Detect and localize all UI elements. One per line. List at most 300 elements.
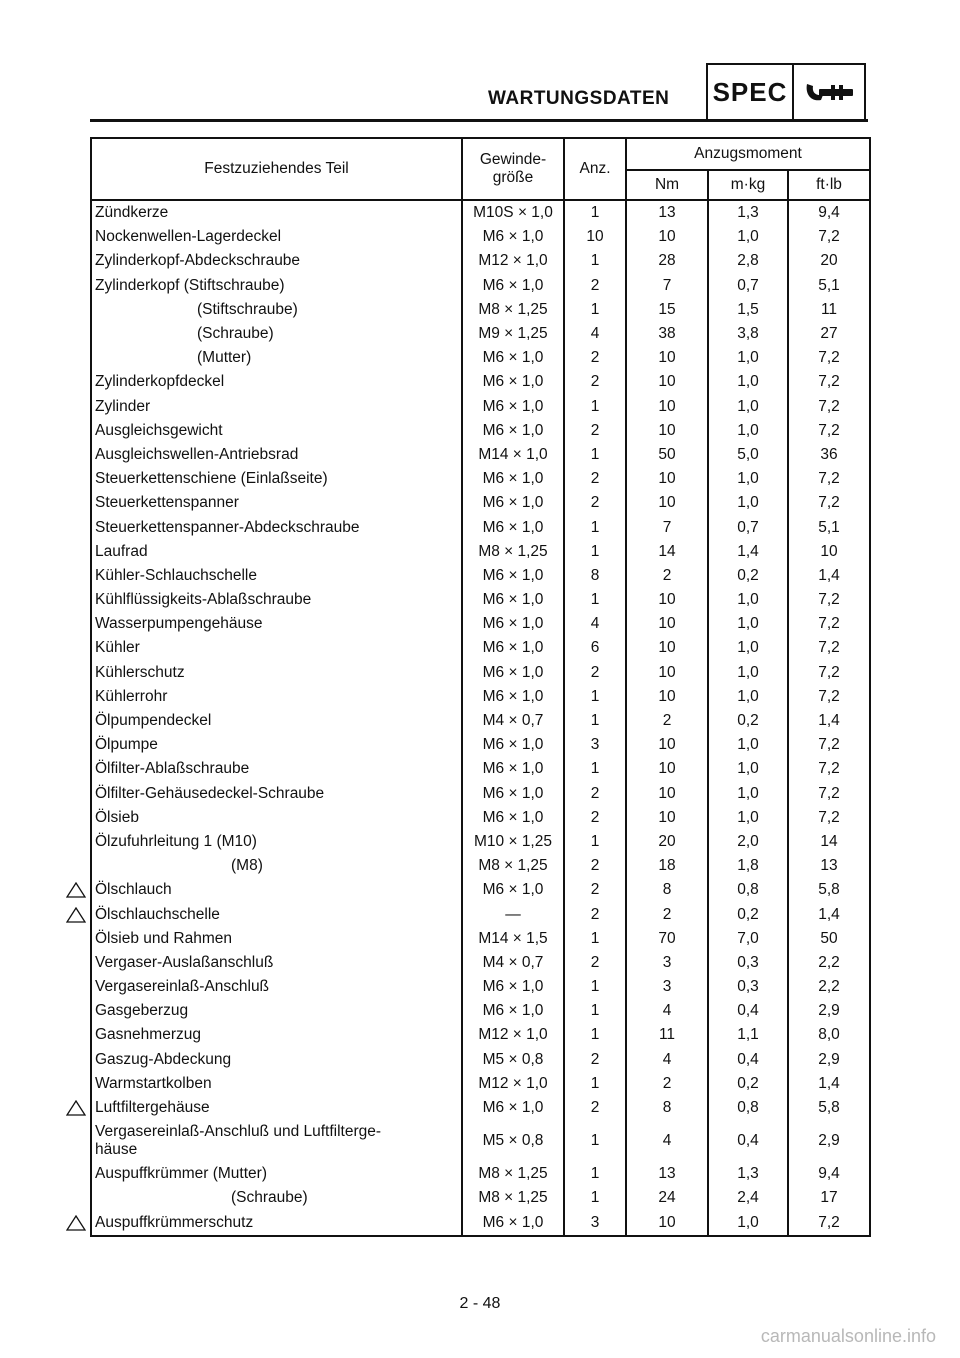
table-row (91, 999, 870, 1023)
quantity: 2 (564, 951, 626, 975)
table-row (91, 395, 870, 419)
table-row (91, 1023, 870, 1047)
quantity: 1 (564, 298, 626, 322)
torque-mkg: 1,0 (708, 685, 788, 709)
torque-mkg: 1,0 (708, 636, 788, 660)
table-row (91, 636, 870, 660)
torque-nm: 2 (626, 564, 708, 588)
part-name: Steuerkettenspanner (91, 491, 462, 515)
table-row (91, 612, 870, 636)
torque-ftlb: 5,8 (788, 878, 870, 902)
part-name: Luftfiltergehäuse (91, 1096, 462, 1120)
thread-size: M6 × 1,0 (462, 975, 564, 999)
spec-label: SPEC (708, 65, 794, 119)
part-name: Ölsieb und Rahmen (91, 927, 462, 951)
quantity: 3 (564, 1211, 626, 1236)
torque-mkg: 7,0 (708, 927, 788, 951)
torque-mkg: 0,2 (708, 1072, 788, 1096)
torque-nm: 11 (626, 1023, 708, 1047)
torque-mkg: 3,8 (708, 322, 788, 346)
quantity: 1 (564, 540, 626, 564)
header-quantity: Anz. (564, 138, 626, 200)
torque-mkg: 1,0 (708, 491, 788, 515)
torque-ftlb: 17 (788, 1186, 870, 1210)
thread-size: M4 × 0,7 (462, 951, 564, 975)
torque-ftlb: 8,0 (788, 1023, 870, 1047)
thread-size: M5 × 0,8 (462, 1048, 564, 1072)
torque-mkg: 1,0 (708, 419, 788, 443)
quantity: 1 (564, 1120, 626, 1162)
thread-size: M6 × 1,0 (462, 757, 564, 781)
thread-size: M8 × 1,25 (462, 1162, 564, 1186)
thread-size: M6 × 1,0 (462, 370, 564, 394)
torque-mkg: 2,4 (708, 1186, 788, 1210)
header-ftlb: ft·lb (788, 170, 870, 200)
quantity: 2 (564, 370, 626, 394)
torque-mkg: 0,2 (708, 902, 788, 926)
part-name: Ölpumpe (91, 733, 462, 757)
torque-ftlb: 7,2 (788, 733, 870, 757)
header-part: Festzuziehendes Teil (91, 138, 462, 200)
table-row (91, 588, 870, 612)
torque-nm: 10 (626, 491, 708, 515)
torque-ftlb: 7,2 (788, 1211, 870, 1236)
quantity: 2 (564, 419, 626, 443)
torque-ftlb: 11 (788, 298, 870, 322)
quantity: 1 (564, 443, 626, 467)
title-rule (90, 119, 868, 122)
torque-ftlb: 7,2 (788, 346, 870, 370)
part-name: Vergasereinlaß-Anschluß und Luftfilterge- häuse (91, 1120, 462, 1162)
thread-size: M6 × 1,0 (462, 467, 564, 491)
thread-size: M14 × 1,5 (462, 927, 564, 951)
torque-mkg: 1,4 (708, 540, 788, 564)
part-name: (Schraube) (91, 322, 462, 346)
thread-size: M8 × 1,25 (462, 854, 564, 878)
torque-nm: 10 (626, 661, 708, 685)
quantity: 1 (564, 999, 626, 1023)
thread-size: M6 × 1,0 (462, 636, 564, 660)
quantity: 1 (564, 1023, 626, 1047)
torque-nm: 4 (626, 1120, 708, 1162)
part-name: Kühlflüssigkeits-Ablaßschraube (91, 588, 462, 612)
torque-nm: 7 (626, 274, 708, 298)
part-name: Kühlerrohr (91, 685, 462, 709)
table-row (91, 564, 870, 588)
torque-nm: 24 (626, 1186, 708, 1210)
quantity: 1 (564, 757, 626, 781)
torque-nm: 4 (626, 999, 708, 1023)
torque-mkg: 1,0 (708, 588, 788, 612)
part-name: Ölfilter-Gehäusedeckel-Schraube (91, 782, 462, 806)
thread-size: M10 × 1,25 (462, 830, 564, 854)
torque-ftlb: 50 (788, 927, 870, 951)
quantity: 2 (564, 902, 626, 926)
thread-size: M6 × 1,0 (462, 806, 564, 830)
torque-ftlb: 2,2 (788, 975, 870, 999)
torque-mkg: 0,3 (708, 951, 788, 975)
table-row (91, 370, 870, 394)
table-row (91, 661, 870, 685)
table-row (91, 927, 870, 951)
torque-nm: 2 (626, 709, 708, 733)
part-name: Steuerkettenspanner-Abdeckschraube (91, 515, 462, 539)
quantity: 2 (564, 782, 626, 806)
quantity: 1 (564, 515, 626, 539)
part-name: Ölsieb (91, 806, 462, 830)
thread-size: M12 × 1,0 (462, 1072, 564, 1096)
torque-ftlb: 2,9 (788, 999, 870, 1023)
torque-mkg: 0,8 (708, 1096, 788, 1120)
torque-mkg: 5,0 (708, 443, 788, 467)
warning-triangle-icon (66, 882, 86, 898)
torque-nm: 3 (626, 951, 708, 975)
quantity: 1 (564, 927, 626, 951)
torque-ftlb: 5,8 (788, 1096, 870, 1120)
torque-ftlb: 9,4 (788, 1162, 870, 1186)
quantity: 2 (564, 661, 626, 685)
torque-nm: 4 (626, 1048, 708, 1072)
thread-size: M6 × 1,0 (462, 515, 564, 539)
torque-ftlb: 2,9 (788, 1048, 870, 1072)
thread-size: M6 × 1,0 (462, 878, 564, 902)
table-row (91, 1120, 870, 1162)
thread-size: M6 × 1,0 (462, 491, 564, 515)
torque-nm: 10 (626, 346, 708, 370)
torque-nm: 10 (626, 782, 708, 806)
quantity: 2 (564, 467, 626, 491)
torque-mkg: 1,5 (708, 298, 788, 322)
part-name: (Stiftschraube) (91, 298, 462, 322)
spec-box (706, 63, 866, 121)
torque-mkg: 2,0 (708, 830, 788, 854)
header-thread-size: Gewinde- größe (462, 138, 564, 200)
table-row (91, 443, 870, 467)
part-name: Zylinder (91, 395, 462, 419)
torque-nm: 10 (626, 685, 708, 709)
part-name: Kühlerschutz (91, 661, 462, 685)
thread-size: M6 × 1,0 (462, 999, 564, 1023)
part-name: Steuerkettenschiene (Einlaßseite) (91, 467, 462, 491)
torque-ftlb: 7,2 (788, 395, 870, 419)
part-name: Kühler-Schlauchschelle (91, 564, 462, 588)
quantity: 1 (564, 830, 626, 854)
quantity: 4 (564, 612, 626, 636)
table-row (91, 854, 870, 878)
table-row (91, 902, 870, 926)
header-mkg: m·kg (708, 170, 788, 200)
torque-mkg: 0,8 (708, 878, 788, 902)
torque-mkg: 0,2 (708, 709, 788, 733)
torque-mkg: 1,8 (708, 854, 788, 878)
quantity: 2 (564, 346, 626, 370)
torque-ftlb: 7,2 (788, 467, 870, 491)
part-name: Zündkerze (91, 200, 462, 225)
torque-nm: 38 (626, 322, 708, 346)
thread-size: M6 × 1,0 (462, 588, 564, 612)
table-row (91, 200, 870, 225)
part-name: Ölzufuhrleitung 1 (M10) (91, 830, 462, 854)
quantity: 2 (564, 274, 626, 298)
header-torque: Anzugsmoment (626, 138, 870, 170)
torque-mkg: 0,7 (708, 515, 788, 539)
table-row (91, 757, 870, 781)
quantity: 1 (564, 249, 626, 273)
thread-size: M6 × 1,0 (462, 782, 564, 806)
part-name: Zylinderkopf (Stiftschraube) (91, 274, 462, 298)
torque-nm: 18 (626, 854, 708, 878)
table-row (91, 1048, 870, 1072)
thread-size: M6 × 1,0 (462, 1211, 564, 1236)
table-row (91, 733, 870, 757)
quantity: 3 (564, 733, 626, 757)
warning-triangle-icon (66, 1215, 86, 1231)
torque-mkg: 1,0 (708, 1211, 788, 1236)
thread-size: M6 × 1,0 (462, 395, 564, 419)
thread-size: M8 × 1,25 (462, 1186, 564, 1210)
quantity: 1 (564, 975, 626, 999)
table-row (91, 225, 870, 249)
table-row (91, 1186, 870, 1210)
torque-mkg: 1,0 (708, 806, 788, 830)
table-row (91, 1096, 870, 1120)
warning-triangle-icon (66, 1100, 86, 1116)
part-name: (M8) (91, 854, 462, 878)
torque-nm: 13 (626, 200, 708, 225)
quantity: 1 (564, 1162, 626, 1186)
part-name: Vergaser-Auslaßanschluß (91, 951, 462, 975)
torque-nm: 50 (626, 443, 708, 467)
quantity: 2 (564, 491, 626, 515)
part-name: Warmstartkolben (91, 1072, 462, 1096)
torque-mkg: 1,0 (708, 370, 788, 394)
table-row (91, 249, 870, 273)
wrench-icon (794, 65, 864, 119)
page-number: 2 - 48 (459, 1295, 501, 1312)
torque-nm: 14 (626, 540, 708, 564)
torque-ftlb: 27 (788, 322, 870, 346)
thread-size: M6 × 1,0 (462, 612, 564, 636)
torque-ftlb: 7,2 (788, 806, 870, 830)
quantity: 1 (564, 685, 626, 709)
torque-ftlb: 20 (788, 249, 870, 273)
torque-mkg: 0,2 (708, 564, 788, 588)
torque-nm: 10 (626, 370, 708, 394)
torque-mkg: 1,3 (708, 200, 788, 225)
torque-mkg: 0,3 (708, 975, 788, 999)
table-row (91, 1211, 870, 1236)
part-name: Nockenwellen-Lagerdeckel (91, 225, 462, 249)
table-row (91, 467, 870, 491)
part-name: Wasserpumpengehäuse (91, 612, 462, 636)
torque-ftlb: 2,9 (788, 1120, 870, 1162)
part-name: (Mutter) (91, 346, 462, 370)
torque-ftlb: 7,2 (788, 588, 870, 612)
torque-mkg: 1,0 (708, 395, 788, 419)
table-row (91, 491, 870, 515)
quantity: 1 (564, 395, 626, 419)
torque-mkg: 1,0 (708, 346, 788, 370)
torque-ftlb: 7,2 (788, 225, 870, 249)
torque-nm: 8 (626, 878, 708, 902)
torque-ftlb: 7,2 (788, 782, 870, 806)
table-row (91, 1072, 870, 1096)
thread-size: M6 × 1,0 (462, 419, 564, 443)
torque-ftlb: 1,4 (788, 1072, 870, 1096)
part-name: Ausgleichsgewicht (91, 419, 462, 443)
part-name: Kühler (91, 636, 462, 660)
torque-ftlb: 1,4 (788, 564, 870, 588)
warning-triangle-icon (66, 907, 86, 923)
part-name: Zylinderkopfdeckel (91, 370, 462, 394)
torque-nm: 13 (626, 1162, 708, 1186)
table-row (91, 782, 870, 806)
thread-size: M10S × 1,0 (462, 200, 564, 225)
part-name: Gasgeberzug (91, 999, 462, 1023)
torque-mkg: 1,0 (708, 782, 788, 806)
table-row (91, 322, 870, 346)
torque-ftlb: 7,2 (788, 612, 870, 636)
torque-nm: 10 (626, 588, 708, 612)
thread-size: M6 × 1,0 (462, 685, 564, 709)
torque-nm: 10 (626, 395, 708, 419)
part-name: (Schraube) (91, 1186, 462, 1210)
thread-size: M12 × 1,0 (462, 1023, 564, 1047)
thread-size: M6 × 1,0 (462, 1096, 564, 1120)
quantity: 2 (564, 854, 626, 878)
table-row (91, 709, 870, 733)
table-row (91, 419, 870, 443)
torque-nm: 8 (626, 1096, 708, 1120)
torque-mkg: 0,4 (708, 1048, 788, 1072)
torque-ftlb: 7,2 (788, 370, 870, 394)
torque-ftlb: 2,2 (788, 951, 870, 975)
part-name: Auspuffkrümmerschutz (91, 1211, 462, 1236)
table-row (91, 346, 870, 370)
torque-ftlb: 14 (788, 830, 870, 854)
thread-size: — (462, 902, 564, 926)
thread-size: M6 × 1,0 (462, 564, 564, 588)
torque-ftlb: 5,1 (788, 515, 870, 539)
table-row (91, 975, 870, 999)
torque-nm: 10 (626, 1211, 708, 1236)
table-row (91, 685, 870, 709)
torque-mkg: 1,1 (708, 1023, 788, 1047)
page-title: WARTUNGSDATEN (488, 88, 670, 109)
part-name: Gaszug-Abdeckung (91, 1048, 462, 1072)
part-name: Ölschlauch (91, 878, 462, 902)
quantity: 8 (564, 564, 626, 588)
torque-nm: 28 (626, 249, 708, 273)
quantity: 1 (564, 588, 626, 612)
torque-ftlb: 10 (788, 540, 870, 564)
quantity: 1 (564, 1186, 626, 1210)
torque-ftlb: 7,2 (788, 419, 870, 443)
thread-size: M5 × 0,8 (462, 1120, 564, 1162)
part-name: Ölschlauchschelle (91, 902, 462, 926)
quantity: 1 (564, 200, 626, 225)
thread-size: M6 × 1,0 (462, 346, 564, 370)
torque-nm: 70 (626, 927, 708, 951)
part-name: Gasnehmerzug (91, 1023, 462, 1047)
thread-size: M6 × 1,0 (462, 225, 564, 249)
quantity: 2 (564, 878, 626, 902)
torque-nm: 10 (626, 419, 708, 443)
torque-nm: 10 (626, 612, 708, 636)
torque-ftlb: 7,2 (788, 685, 870, 709)
torque-ftlb: 1,4 (788, 902, 870, 926)
torque-ftlb: 7,2 (788, 636, 870, 660)
thread-size: M4 × 0,7 (462, 709, 564, 733)
torque-nm: 10 (626, 806, 708, 830)
torque-ftlb: 7,2 (788, 757, 870, 781)
torque-mkg: 1,0 (708, 757, 788, 781)
thread-size: M6 × 1,0 (462, 733, 564, 757)
torque-mkg: 0,4 (708, 1120, 788, 1162)
torque-mkg: 1,0 (708, 661, 788, 685)
watermark: carmanualsonline.info (760, 1326, 936, 1346)
part-name: Zylinderkopf-Abdeckschraube (91, 249, 462, 273)
thread-size: M9 × 1,25 (462, 322, 564, 346)
torque-nm: 10 (626, 636, 708, 660)
torque-ftlb: 7,2 (788, 491, 870, 515)
quantity: 4 (564, 322, 626, 346)
torque-mkg: 1,0 (708, 612, 788, 636)
torque-nm: 2 (626, 1072, 708, 1096)
torque-mkg: 1,0 (708, 225, 788, 249)
quantity: 1 (564, 709, 626, 733)
torque-ftlb: 1,4 (788, 709, 870, 733)
table-row (91, 830, 870, 854)
table-row (91, 298, 870, 322)
torque-mkg: 2,8 (708, 249, 788, 273)
quantity: 1 (564, 1072, 626, 1096)
thread-size: M6 × 1,0 (462, 274, 564, 298)
table-row (91, 515, 870, 539)
torque-nm: 15 (626, 298, 708, 322)
part-name: Ausgleichswellen-Antriebsrad (91, 443, 462, 467)
torque-nm: 2 (626, 902, 708, 926)
torque-nm: 10 (626, 757, 708, 781)
torque-mkg: 0,4 (708, 999, 788, 1023)
torque-nm: 10 (626, 225, 708, 249)
torque-nm: 3 (626, 975, 708, 999)
torque-mkg: 1,0 (708, 467, 788, 491)
torque-nm: 10 (626, 467, 708, 491)
torque-nm: 20 (626, 830, 708, 854)
table-row (91, 878, 870, 902)
part-name: Ölpumpendeckel (91, 709, 462, 733)
torque-nm: 10 (626, 733, 708, 757)
torque-ftlb: 13 (788, 854, 870, 878)
torque-mkg: 1,3 (708, 1162, 788, 1186)
table-row (91, 274, 870, 298)
part-name: Auspuffkrümmer (Mutter) (91, 1162, 462, 1186)
thread-size: M8 × 1,25 (462, 298, 564, 322)
torque-ftlb: 9,4 (788, 200, 870, 225)
torque-ftlb: 5,1 (788, 274, 870, 298)
thread-size: M6 × 1,0 (462, 661, 564, 685)
part-name: Vergasereinlaß-Anschluß (91, 975, 462, 999)
quantity: 2 (564, 806, 626, 830)
table-row (91, 806, 870, 830)
part-name: Ölfilter-Ablaßschraube (91, 757, 462, 781)
table-row (91, 951, 870, 975)
thread-size: M12 × 1,0 (462, 249, 564, 273)
torque-mkg: 1,0 (708, 733, 788, 757)
header-nm: Nm (626, 170, 708, 200)
quantity: 2 (564, 1096, 626, 1120)
